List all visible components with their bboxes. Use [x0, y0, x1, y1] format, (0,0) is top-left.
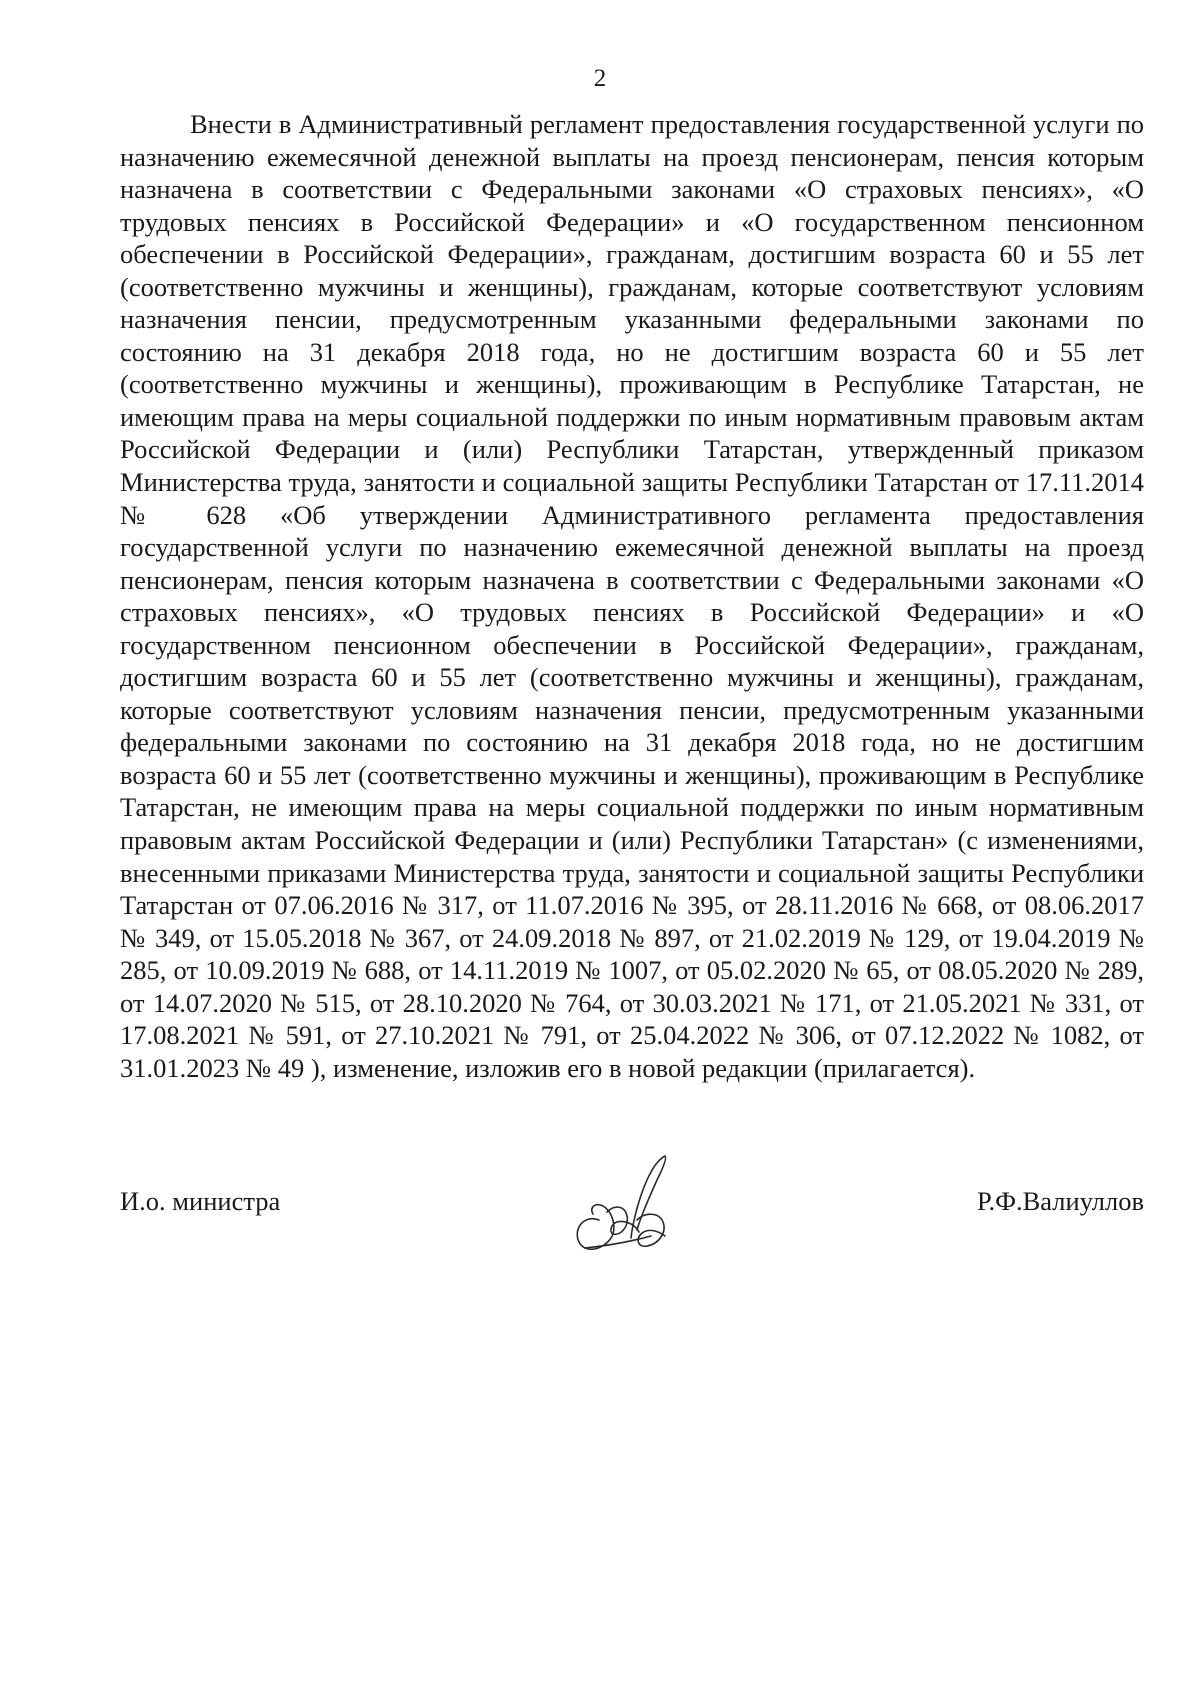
signer-name: Р.Ф.Валиуллов — [977, 1186, 1144, 1216]
main-paragraph: Внести в Административный регламент предоставления государственной услуги по назначению ежемесячной денежной выплаты на проезд пенсионерам, пенсия которым назначена в соответствии с Федеральными законами «О страховых пенсиях», «О трудовых пенсиях в Российской Федерации» и «О государственном пенсионном обеспечении в Российской Федерации», гражданам, достигшим возраста 60 и 55 лет (соответственно мужчины и женщины), гражданам, которые соответствуют условиям назначения пенсии, предусмотренным указанными федеральными законами по состоянию на 31 декабря 2018 года, но не достигшим возраста 60 и 55 лет (соответственно мужчины и женщины), проживающим в Республике Татарстан, не имеющим права на меры социальной поддержки по иным нормативным правовым актам Российской Федерации и (или) Республики Татарстан, утвержденный приказом Министерства труда, занятости и социальной защиты Республики Татарстан от 17.11.2014 № 628 «Об утверждении Административного регламента предоставления государственной услуги по назначению ежемесячной денежной выплаты на проезд пенсионерам, пенсия которым назначена в соответствии с Федеральными законами «О страховых пенсиях», «О трудовых пенсиях в Российской Федерации» и «О государственном пенсионном обеспечении в Российской Федерации», гражданам, достигшим возраста 60 и 55 лет (соответственно мужчины и женщины), гражданам, которые соответствуют условиям назначения пенсии, предусмотренным указанными федеральными законами по состоянию на 31 декабря 2018 года, но не достигшим возраста 60 и 55 лет (соответственно мужчины и женщины), проживающим в Республике Татарстан, не имеющим права на меры социальной поддержки по иным нормативным правовым актам Российской Федерации и (или) Республики Татарстан» (с изменениями, внесенными приказами Министерства труда, занятости и социальной защиты Республики Татарстан от 07.06.2016 № 317, от 11.07.2016 № 395, от 28.11.2016 № 668, от 08.06.2017 № 349, от 15.05.2018 № 367, от 24.09.2018 № 897, от 21.02.2019 № 129, от 19.04.2019 № 285, от 10.09.2019 № 688, от 14.11.2019 № 1007, от 05.02.2020 № 65, от 08.05.2020 № 289, от 14.07.2020 № 515, от 28.10.2020 № 764, от 30.03.2021 № 171, от 21.05.2021 № 331, от 17.08.2021 № 591, от 27.10.2021 № 791, от 25.04.2022 № 306, от 07.12.2022 № 1082, от 31.01.2023 № 49 ), изменение, изложив его в новой редакции (прилагается). — [120, 109, 1144, 1083]
signer-position: И.о. министра — [120, 1186, 281, 1216]
handwritten-signature — [555, 1150, 685, 1260]
page-number: 2 — [593, 65, 607, 92]
signature-icon — [555, 1150, 685, 1260]
